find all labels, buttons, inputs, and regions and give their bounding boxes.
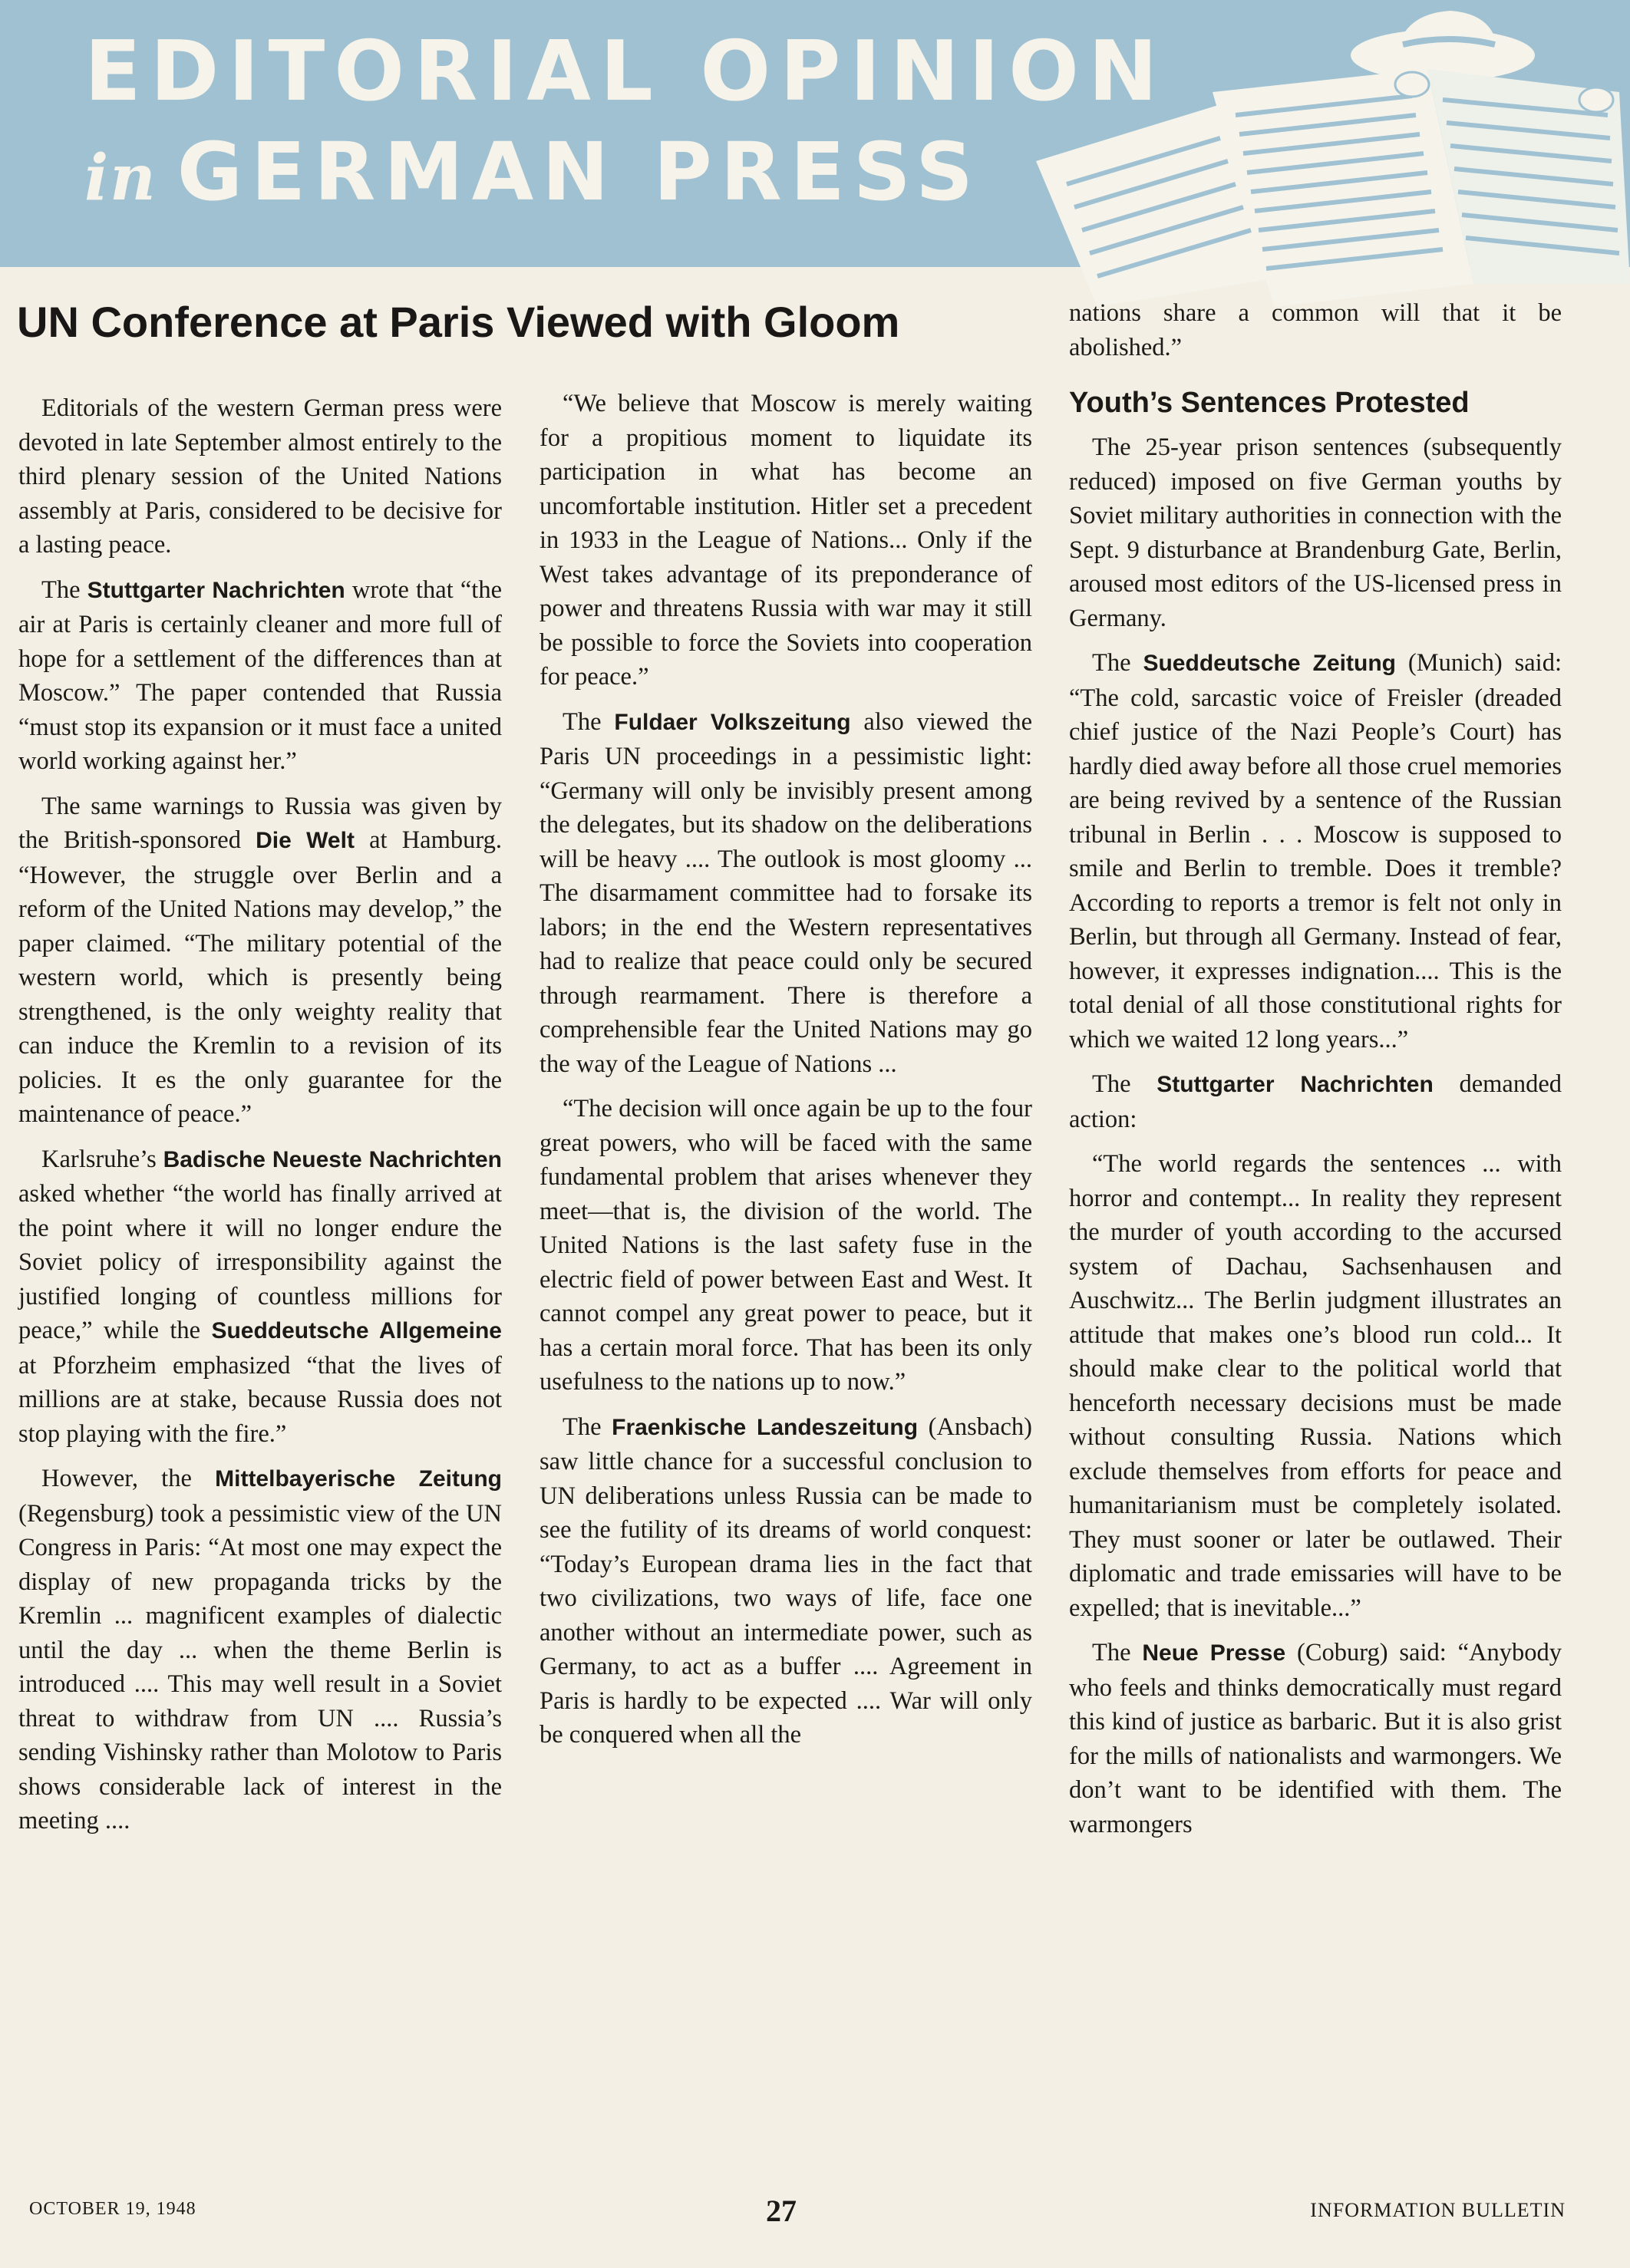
article-column-2 [539, 387, 1032, 1763]
footer-date: OCTOBER 19, 1948 [29, 2199, 196, 2219]
column-2-paragraph: The Fuldaer Volkszeitung also viewed the Paris UN proceedings in a pessimistic light: “Germany will only be invisibly present among the delegates, but its shadow on the deliberations will be heavy .... The outlook is most gloomy ... The disarmament committee had to forsake its labors; in the end the Western representatives had to realize that peace could only be secured through rearmament. There is therefore a comprehensible fear the United Nations may go the way of the League of Nations ... [539, 707, 1032, 1078]
column-2-paragraph: The Fraenkische Landeszeitung (Ansbach) saw little chance for a successful conclusion to UN deliberations unless Russia can be made to see the futility of its dreams of world conquest: “Today’s European drama lies in the fact that two civilizations, two ways of life, face one another without an intermediate power, such as Germany, to act as a buffer .... Agreement in Paris is hardly to be expected .... War will only be conquered when all the [539, 1413, 1032, 1749]
newspaper-name: Neue Presse [1142, 1640, 1286, 1666]
newspaper-name: Sueddeutsche Zeitung [1143, 651, 1396, 676]
column-3-lead-paragraph: nations share a common will that it be abolished.” [1069, 299, 1562, 361]
newspaper-name: Stuttgarter Nachrichten [1157, 1072, 1434, 1097]
article2-paragraph: The 25-year prison sentences (subsequently reduced) imposed on five German youths by Soviet military authorities in connection with the Sept. 9 disturbance at Brandenburg Gate, Berlin, aroused most editors of the US-licensed press in Germany. [1069, 433, 1562, 632]
newspaper-name: Fraenkische Landeszeitung [612, 1414, 919, 1440]
newspaper-name: Stuttgarter Nachrichten [87, 577, 345, 603]
column-1-paragraph: Editorials of the western German press were devoted in late September almost entirely to the third plenary session of the United Nations assembly at Paris, considered to be decisive for a lasting peace. [18, 394, 502, 559]
article-headline: UN Conference at Paris Viewed with Gloom [17, 298, 900, 346]
newspaper-name: Mittelbayerische Zeitung [215, 1466, 502, 1492]
banner-subtitle: GERMAN PRESS [177, 125, 982, 219]
column-2-paragraph: “The decision will once again be up to the four great powers, who will be faced with the same fundamental problem that arises whenever they meet—that is, the division of the world. The United Nations is the last safety fuse in the electric field of power between East and West. It cannot compel any great power to peace, but it has a certain moral force. That has been its only usefulness to the nations up to now.” [539, 1095, 1032, 1396]
page-number: 27 [766, 2194, 797, 2228]
banner-subtitle-line [84, 125, 982, 219]
newspaper-reader-illustration [982, 0, 1630, 307]
article2-headline: Youth’s Sentences Protested [1069, 387, 1470, 419]
newspaper-name: Fuldaer Volkszeitung [614, 709, 851, 735]
page-footer [0, 2194, 1630, 2237]
article2-body [1069, 430, 1562, 1841]
newspaper-name: Badische Neueste Nachrichten [163, 1146, 502, 1172]
column-1-paragraph: However, the Mittelbayerische Zeitung (Regensburg) took a pessimistic view of the UN Congress in Paris: “At most one may expect the display of new propaganda tricks by the Kremlin ... magnificent examples of dialectic until the day ... when the theme Berlin is introduced .... This may well result in a Soviet threat to withdraw from UN .... Russia’s sending Vishinsky rather than Molotow to Paris shows considerable lack of interest in the meeting .... [18, 1465, 502, 1835]
column-1-paragraph: The same warnings to Russia was given by the British-sponsored Die Welt at Hamburg. “However, the struggle over Berlin and a reform of the United Nations may develop,” the paper claimed. “The military potential of the western world, which is presently being strengthened, is the only weighty reality that can induce the Kremlin to a revision of its policies. It es the only guarantee for the maintenance of peace.” [18, 792, 502, 1128]
article2-paragraph: The Sueddeutsche Zeitung (Munich) said: “The cold, sarcastic voice of Freisler (dreaded chief justice of the Nazi People’s Court) has hardly died away before all those cruel memories are being revived by a sentence of the Russian tribunal in Berlin . . . Moscow is supposed to smile and Berlin to tremble. Does it tremble? According to reports a tremor is felt not only in Berlin, but through all Germany. Instead of fear, however, it expresses indignation.... This is the total denial of all those constitutional rights for which we waited 12 long years...” [1069, 649, 1562, 1053]
article2-paragraph: The Stuttgarter Nachrichten demanded action: [1069, 1070, 1562, 1133]
article2-paragraph: The Neue Presse (Coburg) said: “Anybody who feels and thinks democratically must regard this kind of justice as barbaric. But it is also grist for the mills of nationalists and warmongers. We don’t want to be identified with them. The warmongers [1069, 1639, 1562, 1838]
banner-script-word: in [84, 141, 157, 215]
publication-name: INFORMATION BULLETIN [1310, 2199, 1566, 2221]
banner [0, 0, 1630, 267]
newspaper-name: Sueddeutsche Allgemeine [211, 1318, 502, 1343]
column-2-paragraph: “We believe that Moscow is merely waiting for a propitious moment to liquidate its participation in what has become an uncomfortable institution. Hitler set a precedent in 1933 in the League of Nations... Only if the West takes advantage of its preponderance of power and threatens Russia with war may it still be possible to force the Soviets into cooperation for peace.” [539, 390, 1032, 691]
article-column-1 [18, 391, 502, 1849]
banner-title: EDITORIAL OPINION [84, 24, 1167, 120]
newspaper-name: Die Welt [256, 828, 355, 853]
article2-paragraph: “The world regards the sentences ... with horror and contempt... In reality they represent the murder of youth according to the accursed system of Dachau, Sachsenhausen and Auschwitz... The Berlin judgment illustrates an attitude that makes one’s blood run cold... It should make clear to the political world that henceforth necessary decisions must be made without consulting Russia. Nations which exclude themselves from efforts for peace and humanitarianism must be completely isolated. They must sooner or later be outlawed. Their diplomatic and trade emissaries will have to be expelled; that is inevitable...” [1069, 1150, 1562, 1622]
column-1-paragraph: The Stuttgarter Nachrichten wrote that “the air at Paris is certainly cleaner and more full of hope for a settlement of the differences than at Moscow.” The paper contended that Russia “must stop its expansion or it must face a united world working against her.” [18, 575, 502, 775]
article-column-3 [1069, 296, 1562, 1852]
column-1-paragraph: Karlsruhe’s Badische Neueste Nachrichten asked whether “the world has finally arrived at the point where it will no longer endure the Soviet policy of irresponsibility against the justified longing of countless millions for peace,” while the Sueddeutsche Allgemeine at Pforzheim emphasized “that the lives of millions are at stake, because Russia does not stop playing with the fire.” [18, 1145, 502, 1448]
